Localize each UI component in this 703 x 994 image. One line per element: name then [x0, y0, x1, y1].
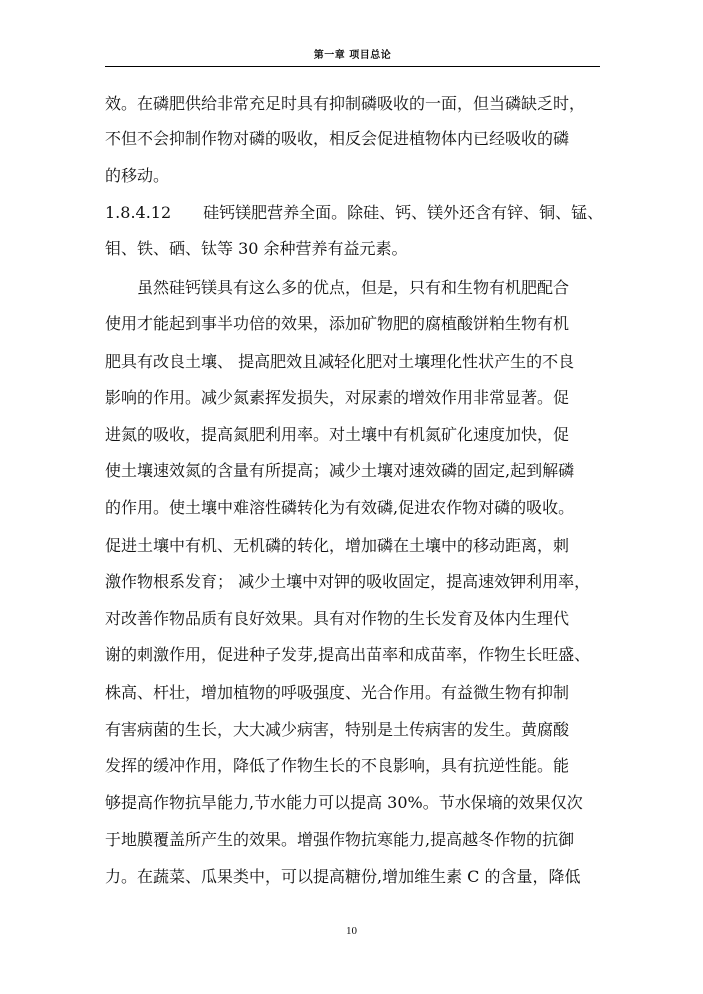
- text-line: 有害病菌的生长，大大减少病害，特别是土传病害的发生。黄腐酸: [105, 720, 570, 739]
- text-line: 1.8.4.12 硅钙镁肥营养全面。除硅、钙、镁外还含有锌、铜、锰、: [105, 203, 604, 222]
- text-line: 谢的刺激作用，促进种子发芽,提高出苗率和成苗率，作物生长旺盛、: [105, 645, 591, 664]
- text-line: 株高、杆壮，增加植物的呼吸强度、光合作用。有益微生物有抑制: [105, 683, 570, 702]
- text-line: 使用才能起到事半功倍的效果，添加矿物肥的腐植酸饼粕生物有机: [105, 314, 570, 333]
- text-line: 钼、铁、硒、钛等 30 余种营养有益元素。: [105, 239, 408, 258]
- text-line: 效。在磷肥供给非常充足时具有抑制磷吸收的一面，但当磷缺乏时，: [105, 94, 586, 113]
- text-line: 不但不会抑制作物对磷的吸收，相反会促进植物体内已经吸收的磷: [105, 129, 570, 148]
- text-line: 使土壤速效氮的含量有所提高；减少土壤对速效磷的固定,起到解磷: [105, 461, 575, 480]
- text-line: 发挥的缓冲作用，降低了作物生长的不良影响，具有抗逆性能。能: [105, 756, 570, 775]
- text-line: 够提高作物抗旱能力,节水能力可以提高 30%。节水保墒的效果仅次: [105, 793, 583, 812]
- text-line: 促进土壤中有机、无机磷的转化，增加磷在土壤中的移动距离，刺: [105, 536, 570, 555]
- text-line: 进氮的吸收，提高氮肥利用率。对土壤中有机氮矿化速度加快，促: [105, 425, 570, 444]
- text-line: 影响的作用。减少氮素挥发损失，对尿素的增效作用非常显著。促: [105, 388, 570, 407]
- page-number: 10: [346, 925, 357, 937]
- text-line: 对改善作物品质有良好效果。具有对作物的生长发育及体内生理代: [105, 609, 570, 628]
- text-line: 力。在蔬菜、瓜果类中，可以提高糖份,增加维生素 C 的含量，降低: [105, 867, 581, 886]
- header-rule: [105, 66, 600, 67]
- running-header: 第一章 项目总论: [313, 50, 392, 61]
- text-line: 于地膜覆盖所产生的效果。增强作物抗寒能力,提高越冬作物的抗御: [105, 830, 575, 849]
- text-line: 激作物根系发育； 减少土壤中对钾的吸收固定，提高速效钾利用率，: [105, 572, 591, 591]
- text-line: 的作用。使土壤中难溶性磷转化为有效磷,促进农作物对磷的吸收。: [105, 498, 575, 517]
- text-line: 虽然硅钙镁具有这么多的优点，但是，只有和生物有机肥配合: [105, 278, 570, 297]
- text-line: 肥具有改良土壤、 提高肥效且减轻化肥对土壤理化性状产生的不良: [105, 352, 575, 371]
- text-line: 的移动。: [105, 166, 170, 185]
